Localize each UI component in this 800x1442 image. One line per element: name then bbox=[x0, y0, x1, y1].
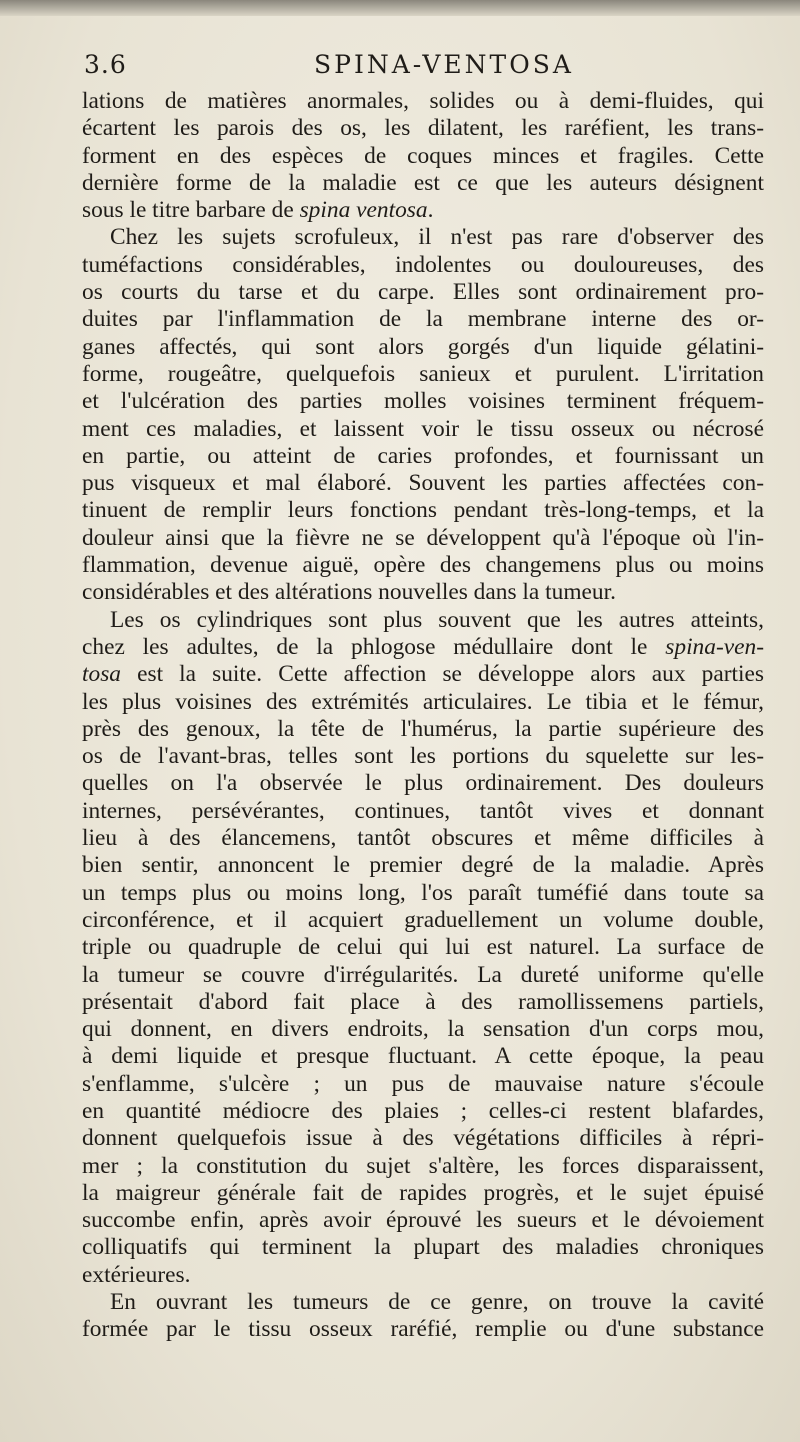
text-line bbox=[82, 661, 764, 688]
text-line bbox=[82, 1289, 764, 1316]
text-line bbox=[82, 579, 764, 606]
text-segment: pus visqueux et mal élaboré. Souvent les parties affectées con- bbox=[82, 470, 764, 497]
page-header bbox=[84, 50, 764, 86]
text-segment: les plus voisines des extrémités articulaires. Le tibia et le fémur, bbox=[82, 688, 764, 715]
text-segment: mer ; la constitution du sujet s'altère, les forces disparaissent, bbox=[82, 1152, 764, 1179]
text-segment: Chez les sujets scrofuleux, il n'est pas rare d'observer des bbox=[110, 224, 764, 251]
text-segment: En ouvrant les tumeurs de ce genre, on trouve la cavité bbox=[110, 1289, 764, 1316]
text-segment: est la suite. Cette affection se développe alors aux parties bbox=[121, 661, 764, 688]
text-segment: forme, rougeâtre, quelquefois sanieux et purulent. L'irritation bbox=[82, 360, 764, 387]
text-line bbox=[82, 989, 764, 1016]
text-line bbox=[82, 497, 764, 524]
text-segment: os de l'avant-bras, telles sont les portions du squelette sur les- bbox=[82, 743, 764, 770]
text-line bbox=[82, 1098, 764, 1125]
text-segment: près des genoux, la tête de l'humérus, la partie supérieure des bbox=[82, 715, 764, 742]
text-segment: la maigreur générale fait de rapides progrès, et le sujet épuisé bbox=[82, 1179, 764, 1206]
text-segment: douleur ainsi que la fièvre ne se développent qu'à l'époque où l'in- bbox=[82, 524, 764, 551]
text-segment: et l'ulcération des parties molles voisines terminent fréquem- bbox=[82, 388, 764, 415]
text-line bbox=[82, 525, 764, 552]
text-line bbox=[82, 634, 764, 661]
text-segment: triple ou quadruple de celui qui lui est naturel. La surface de bbox=[82, 934, 764, 961]
text-segment: s'enflamme, s'ulcère ; un pus de mauvaise nature s'écoule bbox=[82, 1070, 764, 1097]
text-line bbox=[82, 115, 764, 142]
text-segment: en quantité médiocre des plaies ; celles-ci restent blafardes, bbox=[82, 1097, 764, 1124]
text-line bbox=[82, 334, 764, 361]
text-segment: internes, persévérantes, continues, tantôt vives et donnant bbox=[82, 797, 764, 824]
italic-term: spina ventosa bbox=[299, 197, 428, 224]
text-segment: succombe enfin, après avoir éprouvé les sueurs et le dévoiement bbox=[82, 1207, 764, 1234]
text-line bbox=[82, 907, 764, 934]
text-segment: écartent les parois des os, les dilatent, les raréfient, les trans- bbox=[82, 115, 764, 142]
text-segment: qui donnent, en divers endroits, la sensation d'un corps mou, bbox=[82, 1016, 764, 1043]
text-line bbox=[82, 716, 764, 743]
text-line bbox=[82, 1043, 764, 1070]
text-segment: circonférence, et il acquiert graduellement un volume double, bbox=[82, 906, 764, 933]
text-segment: en partie, ou atteint de caries profondes, et fournissant un bbox=[82, 442, 764, 469]
text-line bbox=[82, 962, 764, 989]
text-line bbox=[82, 852, 764, 879]
italic-term: tosa bbox=[82, 661, 121, 688]
text-segment: forment en des espèces de coques minces et fragiles. Cette bbox=[82, 142, 764, 169]
text-segment: flammation, devenue aiguë, opère des changemens plus ou moins bbox=[82, 552, 764, 579]
text-segment: formée par le tissu osseux raréfié, remplie ou d'une substance bbox=[82, 1316, 764, 1343]
text-line bbox=[82, 607, 764, 634]
text-line bbox=[82, 170, 764, 197]
text-line bbox=[82, 143, 764, 170]
text-segment: os courts du tarse et du carpe. Elles sont ordinairement pro- bbox=[82, 279, 764, 306]
body-text bbox=[82, 88, 764, 1344]
text-line bbox=[82, 880, 764, 907]
text-segment: . bbox=[427, 197, 434, 224]
text-line bbox=[82, 1180, 764, 1207]
text-segment: tuméfactions considérables, indolentes ou douloureuses, des bbox=[82, 251, 764, 278]
text-segment: donnent quelquefois issue à des végétations difficiles à répri- bbox=[82, 1125, 764, 1152]
text-line bbox=[82, 1262, 764, 1289]
text-line bbox=[82, 798, 764, 825]
text-segment: présentait d'abord fait place à des ramollissemens partiels, bbox=[82, 988, 764, 1015]
text-line bbox=[82, 361, 764, 388]
text-line bbox=[82, 252, 764, 279]
page-top-edge bbox=[0, 0, 800, 16]
text-line bbox=[82, 470, 764, 497]
text-segment: quelles on l'a observée le plus ordinairement. Des douleurs bbox=[82, 770, 764, 797]
text-line bbox=[82, 416, 764, 443]
text-segment: duites par l'inflammation de la membrane interne des or- bbox=[82, 306, 764, 333]
text-segment: à demi liquide et presque fluctuant. A cette époque, la peau bbox=[82, 1043, 764, 1070]
text-segment: la tumeur se couvre d'irrégularités. La dureté uniforme qu'elle bbox=[82, 961, 764, 988]
text-segment: sous le titre barbare de bbox=[82, 197, 300, 224]
text-segment: un temps plus ou moins long, l'os paraît tuméfié dans toute sa bbox=[82, 879, 764, 906]
text-line bbox=[82, 388, 764, 415]
text-line bbox=[82, 743, 764, 770]
text-line bbox=[82, 934, 764, 961]
text-line bbox=[82, 1125, 764, 1152]
text-line bbox=[82, 443, 764, 470]
text-line bbox=[82, 689, 764, 716]
text-line bbox=[82, 770, 764, 797]
page-number: 3.6 bbox=[84, 50, 127, 79]
text-line bbox=[82, 88, 764, 115]
text-line bbox=[82, 1234, 764, 1261]
text-line bbox=[82, 1071, 764, 1098]
text-line bbox=[82, 197, 764, 224]
text-line bbox=[82, 825, 764, 852]
text-segment: chez les adultes, de la phlogose médullaire dont le bbox=[82, 633, 666, 660]
text-segment: dernière forme de la maladie est ce que les auteurs désignent bbox=[82, 169, 764, 196]
text-segment: Les os cylindriques sont plus souvent que les autres atteints, bbox=[110, 606, 764, 633]
text-line bbox=[82, 224, 764, 251]
running-head: SPINA-VENTOSA bbox=[314, 50, 574, 79]
text-segment: ment ces maladies, et laissent voir le tissu osseux ou nécrosé bbox=[82, 415, 764, 442]
text-segment: colliquatifs qui terminent la plupart des maladies chroniques bbox=[82, 1234, 764, 1261]
text-line bbox=[82, 1207, 764, 1234]
text-segment: extérieures. bbox=[82, 1261, 191, 1288]
text-segment: bien sentir, annoncent le premier degré de la maladie. Après bbox=[82, 852, 764, 879]
text-line bbox=[82, 1316, 764, 1343]
text-segment: lieu à des élancemens, tantôt obscures et même difficiles à bbox=[82, 825, 764, 852]
text-segment: ganes affectés, qui sont alors gorgés d'un liquide gélatini- bbox=[82, 333, 764, 360]
text-segment: considérables et des altérations nouvelles dans la tumeur. bbox=[82, 579, 616, 606]
text-line bbox=[82, 279, 764, 306]
text-line bbox=[82, 1016, 764, 1043]
text-line bbox=[82, 306, 764, 333]
text-segment: tinuent de remplir leurs fonctions pendant très-long-temps, et la bbox=[82, 497, 764, 524]
italic-term: spina-ven- bbox=[665, 633, 764, 660]
text-segment: lations de matières anormales, solides ou à demi-fluides, qui bbox=[82, 88, 764, 114]
text-line bbox=[82, 1153, 764, 1180]
text-line bbox=[82, 552, 764, 579]
